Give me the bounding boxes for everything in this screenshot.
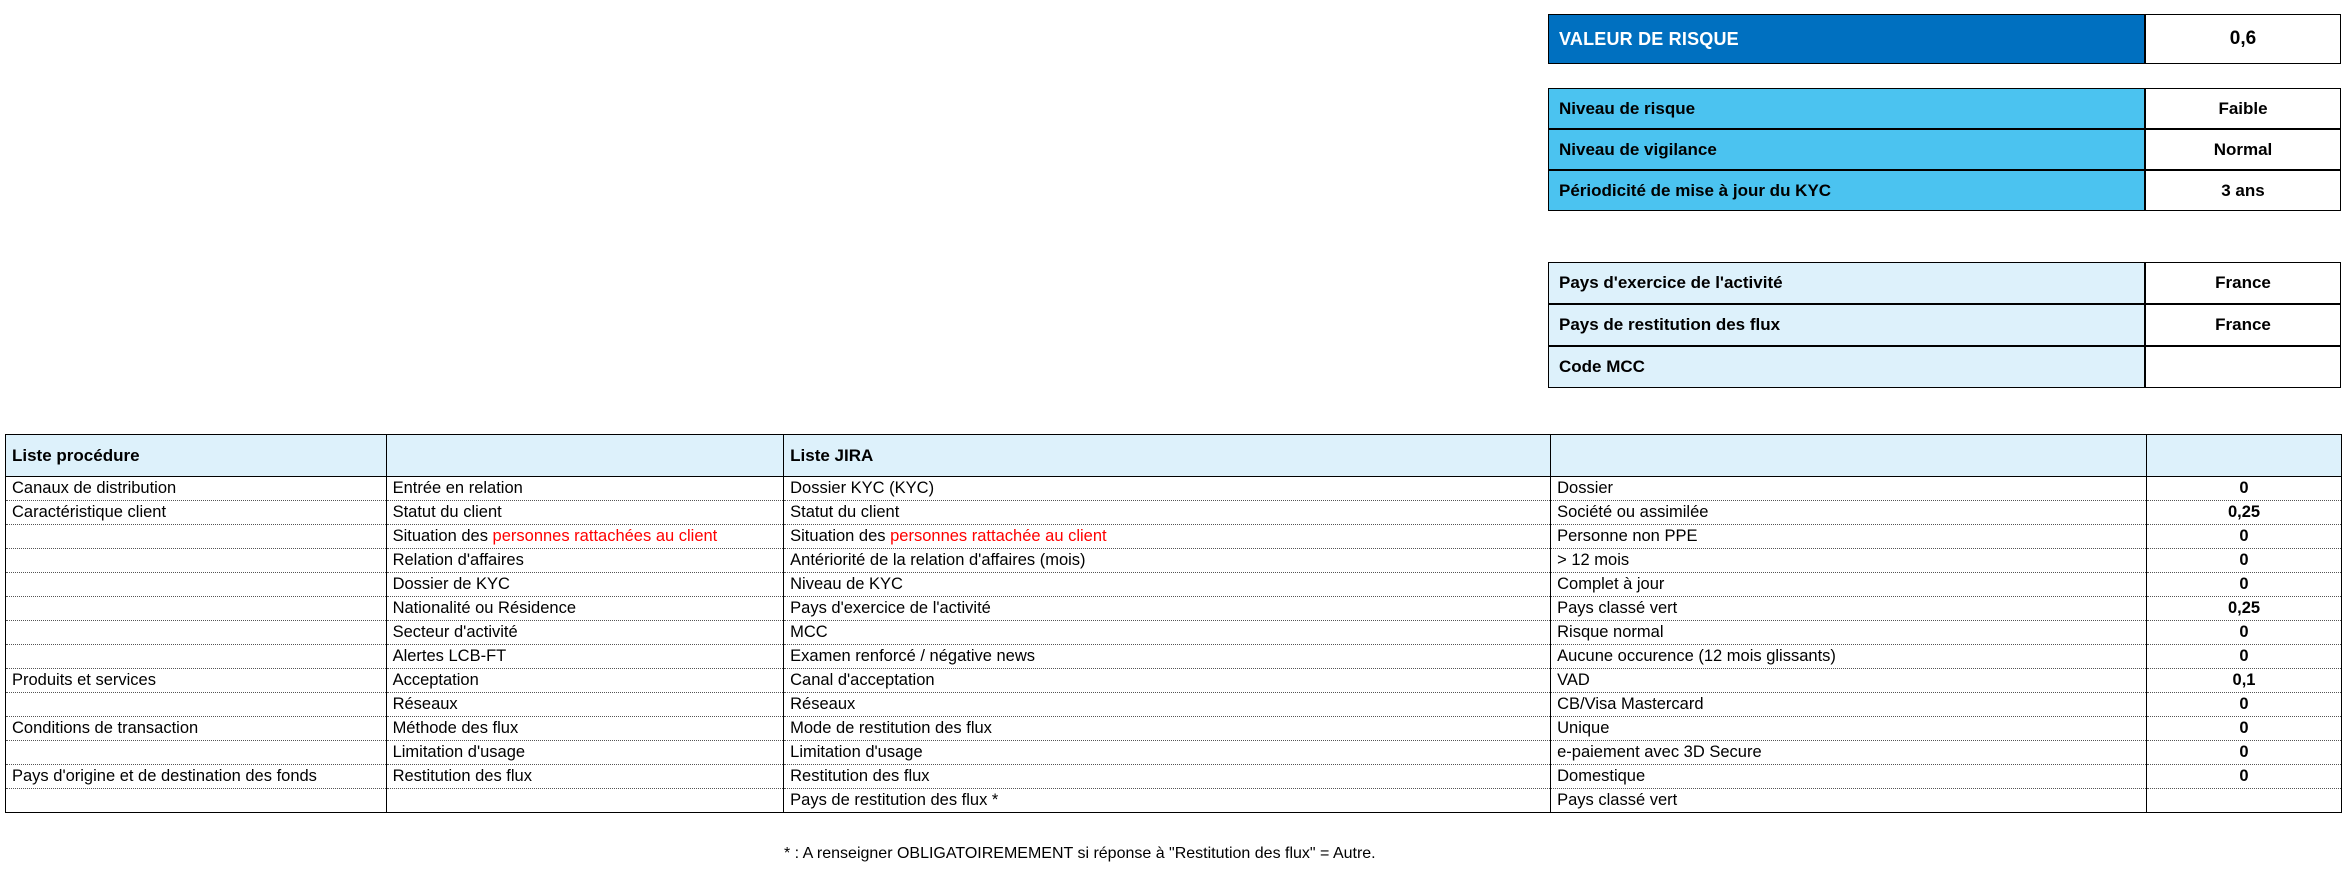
- mcc-code-row: [1548, 346, 2341, 388]
- cell-score: 0: [2147, 645, 2342, 669]
- cell-jira: Réseaux: [784, 693, 1551, 717]
- cell-procedure: [386, 525, 784, 549]
- cell-response: VAD: [1551, 669, 2147, 693]
- cell-response: Risque normal: [1551, 621, 2147, 645]
- cell-category: Canaux de distribution: [6, 477, 387, 501]
- cell-jira-highlight: personnes rattachée au client: [890, 527, 1107, 545]
- cell-procedure-text: Situation des: [392, 527, 493, 545]
- table-row: [6, 501, 2342, 525]
- table-row: [6, 789, 2342, 813]
- cell-procedure: Acceptation: [386, 669, 784, 693]
- cell-category: Caractéristique client: [6, 501, 387, 525]
- cell-score: 0: [2147, 717, 2342, 741]
- cell-category: [6, 525, 387, 549]
- cell-score: 0: [2147, 525, 2342, 549]
- kyc-update-period-value: 3 ans: [2145, 170, 2341, 211]
- cell-jira: Restitution des flux: [784, 765, 1551, 789]
- cell-score: 0,1: [2147, 669, 2342, 693]
- cell-score: [2147, 789, 2342, 813]
- cell-jira: MCC: [784, 621, 1551, 645]
- cell-jira: Limitation d'usage: [784, 741, 1551, 765]
- cell-score: 0: [2147, 621, 2342, 645]
- table-row: [6, 597, 2342, 621]
- cell-procedure: Réseaux: [386, 693, 784, 717]
- flow-country-row: [1548, 304, 2341, 346]
- cell-procedure: Méthode des flux: [386, 717, 784, 741]
- table-row: [6, 645, 2342, 669]
- cell-procedure: Nationalité ou Résidence: [386, 597, 784, 621]
- table-row: [6, 621, 2342, 645]
- cell-jira: [784, 525, 1551, 549]
- table-row: [6, 573, 2342, 597]
- cell-jira: Canal d'acceptation: [784, 669, 1551, 693]
- cell-response: Pays classé vert: [1551, 597, 2147, 621]
- cell-procedure: Dossier de KYC: [386, 573, 784, 597]
- cell-score: 0: [2147, 741, 2342, 765]
- cell-response: Pays classé vert: [1551, 789, 2147, 813]
- cell-response: e-paiement avec 3D Secure: [1551, 741, 2147, 765]
- cell-category: [6, 597, 387, 621]
- cell-score: 0: [2147, 477, 2342, 501]
- cell-jira: Dossier KYC (KYC): [784, 477, 1551, 501]
- cell-jira: Statut du client: [784, 501, 1551, 525]
- table-row: [6, 525, 2342, 549]
- cell-category: Pays d'origine et de destination des fonds: [6, 765, 387, 789]
- cell-score: 0,25: [2147, 597, 2342, 621]
- cell-procedure: Limitation d'usage: [386, 741, 784, 765]
- cell-jira: Antériorité de la relation d'affaires (mois): [784, 549, 1551, 573]
- risk-level-panel: [1548, 88, 2341, 211]
- cell-response: Dossier: [1551, 477, 2147, 501]
- cell-category: [6, 621, 387, 645]
- cell-response: CB/Visa Mastercard: [1551, 693, 2147, 717]
- cell-response: Société ou assimilée: [1551, 501, 2147, 525]
- cell-procedure: Secteur d'activité: [386, 621, 784, 645]
- cell-procedure: Alertes LCB-FT: [386, 645, 784, 669]
- risk-value-panel: [1548, 14, 2341, 64]
- header-liste-procedure: Liste procédure: [6, 435, 387, 477]
- cell-response: Personne non PPE: [1551, 525, 2147, 549]
- cell-response: > 12 mois: [1551, 549, 2147, 573]
- mcc-code-label: Code MCC: [1548, 346, 2145, 388]
- cell-response: Complet à jour: [1551, 573, 2147, 597]
- header-score: [2147, 435, 2342, 477]
- cell-category: [6, 549, 387, 573]
- cell-jira-text: Situation des: [790, 527, 891, 545]
- cell-category: Conditions de transaction: [6, 717, 387, 741]
- cell-jira: Mode de restitution des flux: [784, 717, 1551, 741]
- table-header-row: [6, 435, 2342, 477]
- footnote: * : A renseigner OBLIGATOIREMEMENT si réponse à "Restitution des flux" = Autre.: [784, 845, 1376, 862]
- cell-category: [6, 693, 387, 717]
- cell-score: 0: [2147, 573, 2342, 597]
- cell-jira: Examen renforcé / négative news: [784, 645, 1551, 669]
- cell-procedure-highlight: personnes rattachées au client: [492, 527, 718, 545]
- vigilance-level-value: Normal: [2145, 129, 2341, 170]
- cell-response: Unique: [1551, 717, 2147, 741]
- table-row: [6, 693, 2342, 717]
- table-row: [6, 549, 2342, 573]
- mcc-code-value: [2145, 346, 2341, 388]
- table-header: [6, 435, 2342, 477]
- cell-category: Produits et services: [6, 669, 387, 693]
- cell-procedure: Relation d'affaires: [386, 549, 784, 573]
- flow-country-value: France: [2145, 304, 2341, 346]
- cell-procedure: Statut du client: [386, 501, 784, 525]
- table-row: [6, 477, 2342, 501]
- flow-country-label: Pays de restitution des flux: [1548, 304, 2145, 346]
- header-procedure-detail: [386, 435, 784, 477]
- risk-criteria-table: [5, 434, 2342, 813]
- table-row: [6, 669, 2342, 693]
- table-row: [6, 765, 2342, 789]
- kyc-update-period-row: [1548, 170, 2341, 211]
- table-row: [6, 717, 2342, 741]
- header-response: [1551, 435, 2147, 477]
- cell-jira: Pays de restitution des flux *: [784, 789, 1551, 813]
- table-row: [6, 741, 2342, 765]
- activity-country-value: France: [2145, 262, 2341, 304]
- vigilance-level-label: Niveau de vigilance: [1548, 129, 2145, 170]
- cell-score: 0,25: [2147, 501, 2342, 525]
- cell-category: [6, 645, 387, 669]
- cell-procedure: Restitution des flux: [386, 765, 784, 789]
- activity-country-row: [1548, 262, 2341, 304]
- cell-jira: Pays d'exercice de l'activité: [784, 597, 1551, 621]
- vigilance-level-row: [1548, 129, 2341, 170]
- cell-score: 0: [2147, 765, 2342, 789]
- country-panel: [1548, 262, 2341, 388]
- kyc-update-period-label: Périodicité de mise à jour du KYC: [1548, 170, 2145, 211]
- activity-country-label: Pays d'exercice de l'activité: [1548, 262, 2145, 304]
- header-liste-jira: Liste JIRA: [784, 435, 1551, 477]
- cell-response: Domestique: [1551, 765, 2147, 789]
- cell-category: [6, 573, 387, 597]
- cell-category: [6, 789, 387, 813]
- cell-score: 0: [2147, 549, 2342, 573]
- cell-jira: Niveau de KYC: [784, 573, 1551, 597]
- risk-level-label: Niveau de risque: [1548, 88, 2145, 129]
- cell-response: Aucune occurence (12 mois glissants): [1551, 645, 2147, 669]
- cell-score: 0: [2147, 693, 2342, 717]
- cell-procedure: [386, 789, 784, 813]
- risk-level-value: Faible: [2145, 88, 2341, 129]
- cell-procedure: Entrée en relation: [386, 477, 784, 501]
- table-body: [6, 477, 2342, 813]
- cell-category: [6, 741, 387, 765]
- risk-value-label: VALEUR DE RISQUE: [1548, 14, 2145, 64]
- risk-level-row: [1548, 88, 2341, 129]
- risk-value-amount: 0,6: [2145, 14, 2341, 64]
